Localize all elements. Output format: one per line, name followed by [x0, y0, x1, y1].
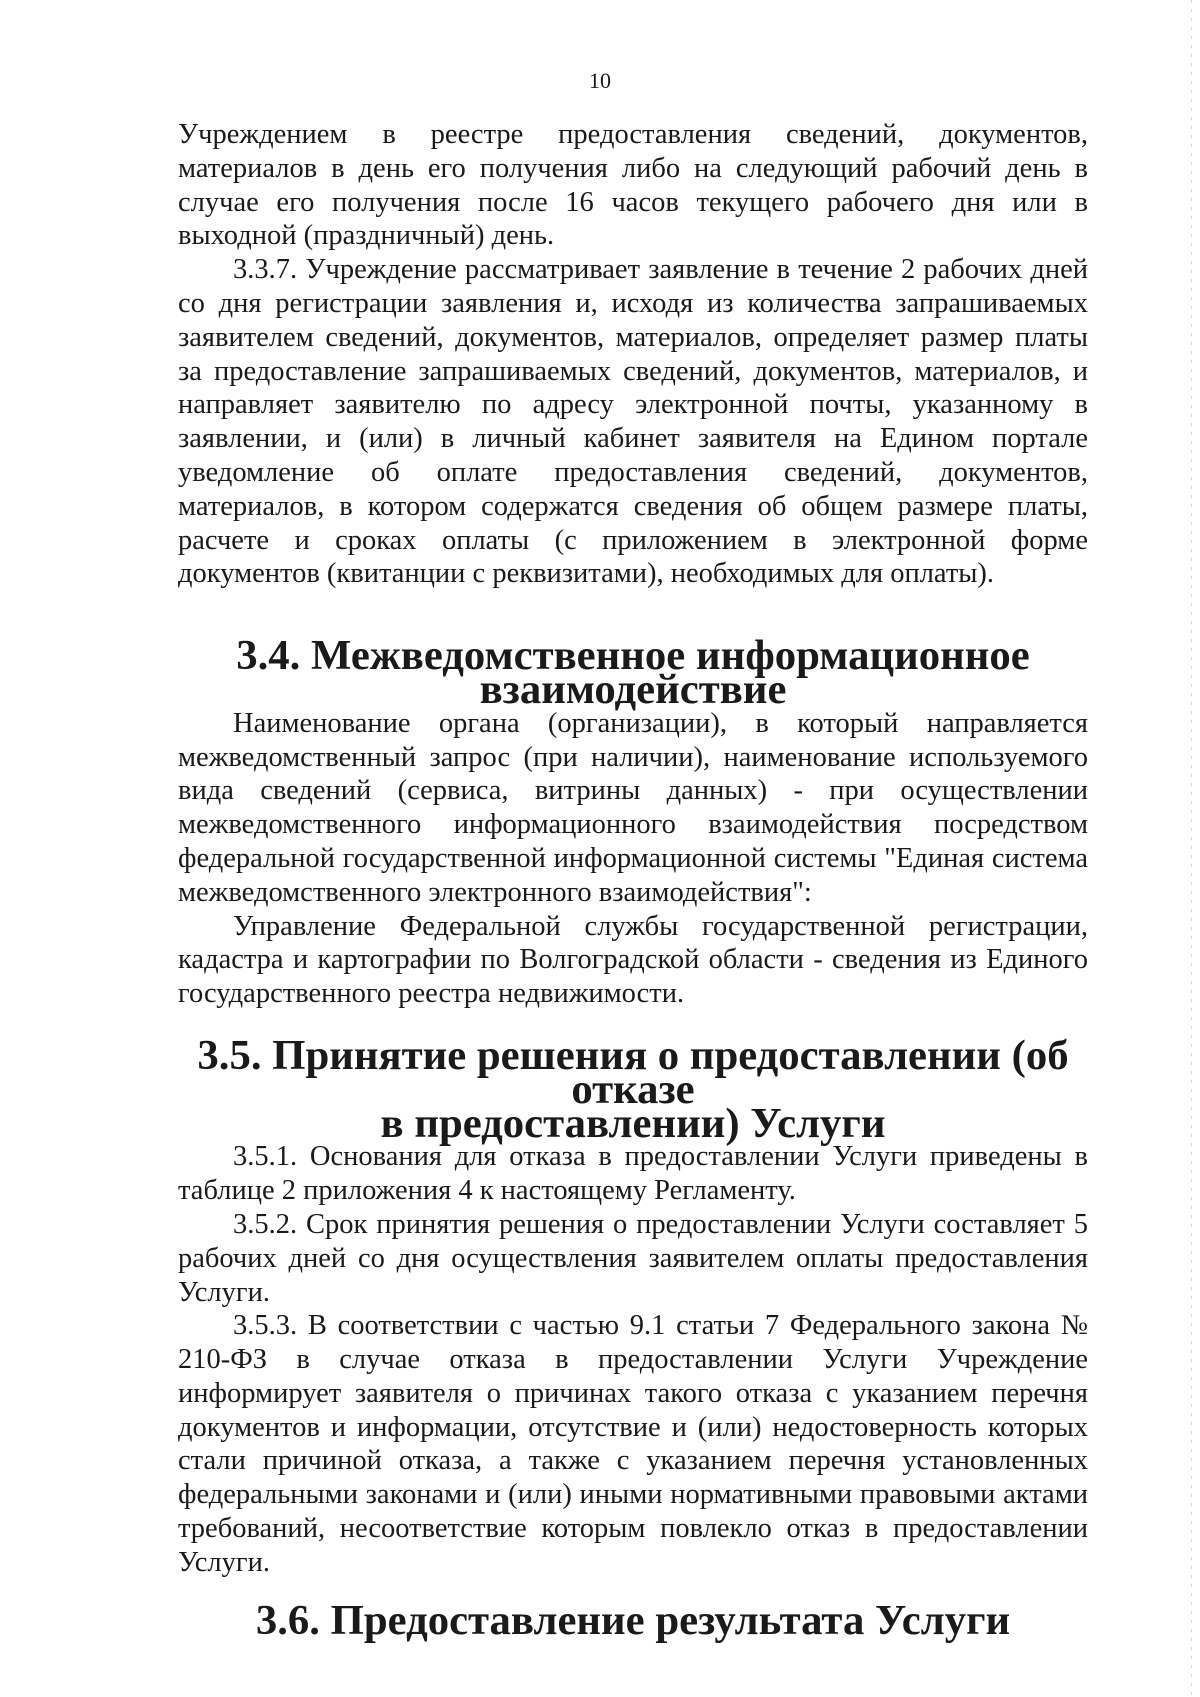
section-heading-3-5 [178, 1031, 1088, 1147]
paragraph-3-5-3: 3.5.3. В соответствии с частью 9.1 статьи 7 Федерального закона № 210-ФЗ в случае отказа в предоставлении Услуги Учреждение информирует заявителя о причинах такого отказа с указанием перечня документов и информации, отсутствие и (или) недостоверность которых стали причиной отказа, а также с указанием перечня установленных федеральными законами и (или) иными нормативными правовыми актами требований, несоответствие которым повлекло отказ в предоставлении Услуги. [178, 1310, 1088, 1578]
paragraph-3-4-rosreestr: Управление Федеральной службы государственной регистрации, кадастра и картографии по Волгоградской области - сведения из Единого государственного реестра недвижимости. [178, 910, 1088, 1010]
section-heading-3-4: 3.4. Межведомственное информационное взаимодействие [236, 632, 1030, 713]
section-heading-3-5-line-2: в предоставлении) Услуги [380, 1099, 886, 1147]
paragraph-3-5-1: 3.5.1. Основания для отказа в предоставлении Услуги приведены в таблице 2 приложения 4 к настоящему Регламенту. [178, 1141, 1088, 1207]
page-number: 10 [589, 68, 611, 93]
paragraph-3-3-7: 3.3.7. Учреждение рассматривает заявление в течение 2 рабочих дней со дня регистрации заявления и, исходя из количества запрашиваемых заявителем сведений, документов, материалов, определяет размер платы за предоставление запрашиваемых сведений, документов, материалов, и направляет заявителю по адресу электронной почты, указанному в заявлении, и (или) в личный кабинет заявителя на Едином портале уведомление об оплате предоставления сведений, документов, материалов, в котором содержатся сведения об общем размере платы, расчете и сроках оплаты (с приложением в электронной форме документов (квитанции с реквизитами), необходимых для оплаты). [178, 254, 1088, 590]
scan-edge-artifact [1191, 0, 1192, 1697]
paragraph-3-5-2: 3.5.2. Срок принятия решения о предоставлении Услуги составляет 5 рабочих дней со дня осуществления заявителем оплаты предоставления Услуги. [178, 1208, 1088, 1308]
paragraph-continuation: Учреждением в реестре предоставления сведений, документов, материалов в день его получения либо на следующий рабочий день в случае его получения после 16 часов текущего рабочего дня или в выходной (праздничный) день. [178, 119, 1088, 252]
document-body [178, 118, 1088, 1644]
section-heading-3-6: 3.6. Предоставление результата Услуги [255, 1596, 1011, 1644]
paragraph-3-4-intro: Наименование органа (организации), в который направляется межведомственный запрос (при наличии), наименование используемого вида сведений (сервиса, витрины данных) - при осуществлении межведомственного информационного взаимодействия посредством федеральной государственной информационной системы "Единая система межведомственного электронного взаимодействия": [178, 707, 1088, 908]
section-heading-3-5-line-1: 3.5. Принятие решения о предоставлении (об отказе [197, 1031, 1069, 1113]
